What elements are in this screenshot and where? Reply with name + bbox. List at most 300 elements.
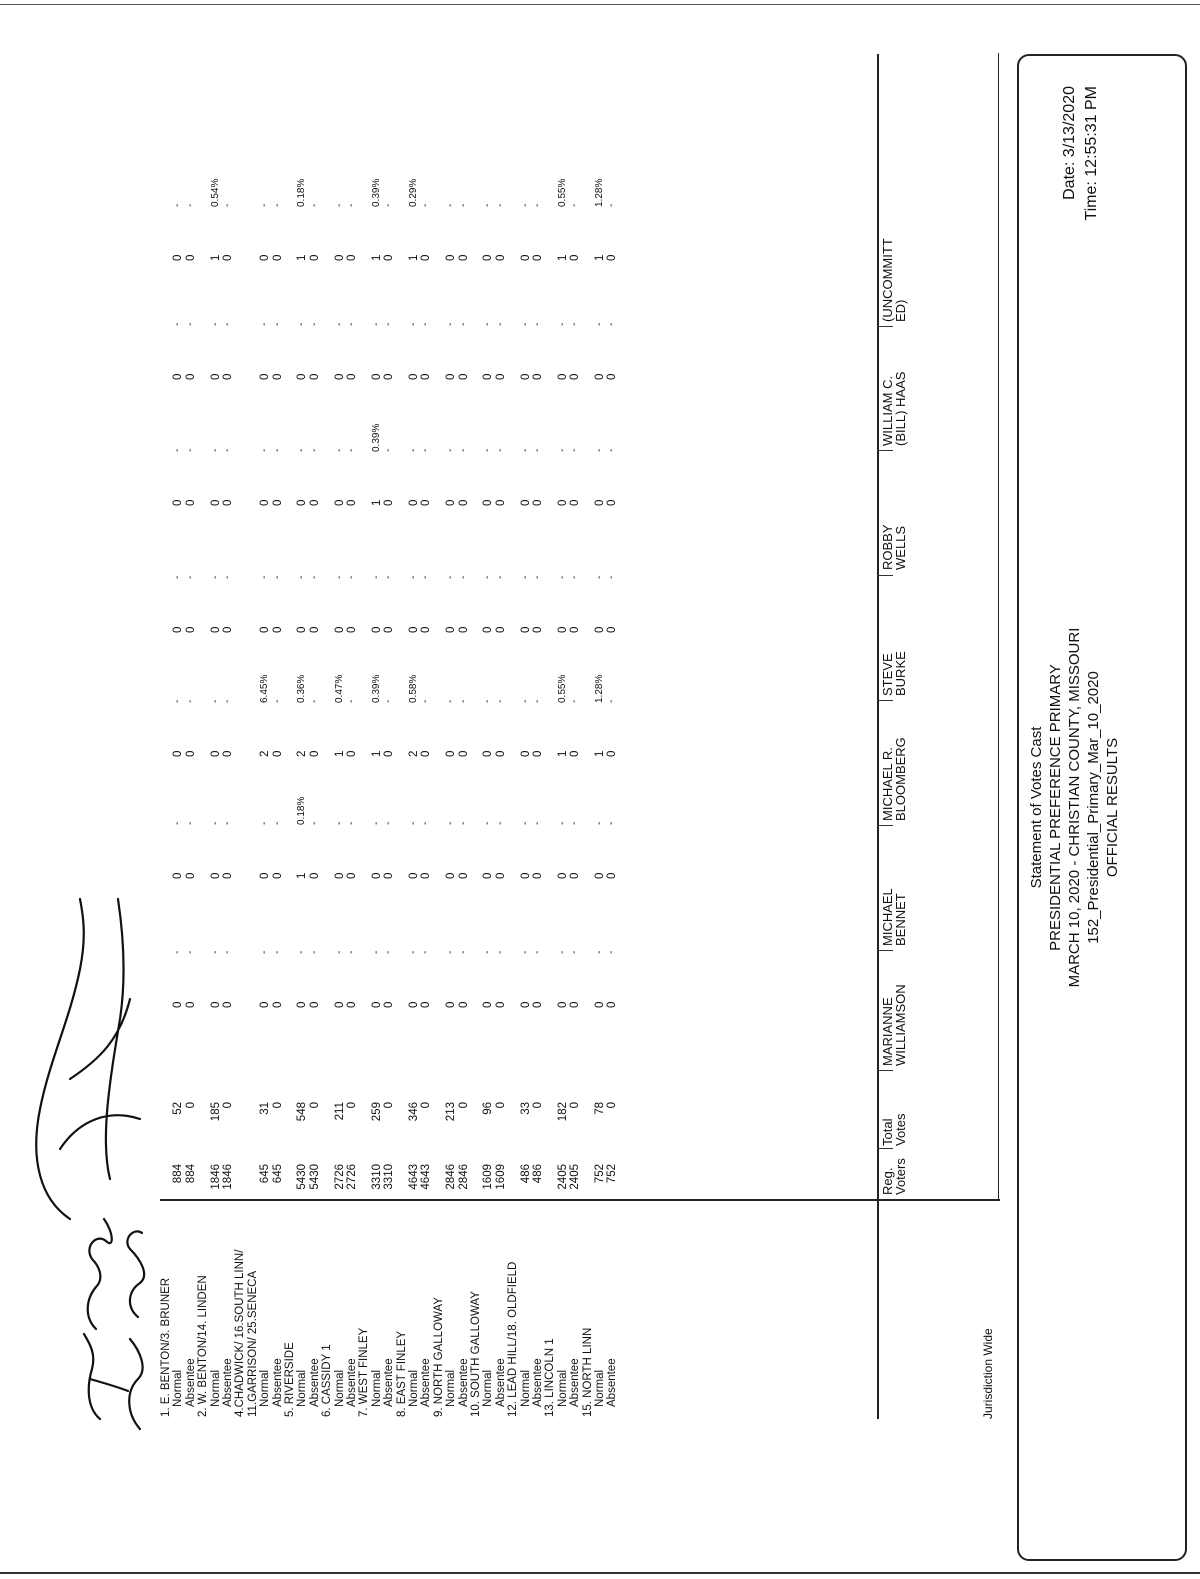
candidate-votes-cell: 0 — [606, 254, 619, 261]
candidate-votes-cell: 0 — [222, 1001, 234, 1008]
candidate-percent-cell: - — [370, 575, 382, 579]
total-votes-cell: 0 — [271, 1102, 284, 1109]
candidate-votes-cell: 0 — [482, 499, 495, 506]
candidate-percent-cell: - — [556, 448, 568, 452]
candidate-percent-cell: - — [606, 575, 618, 579]
col-burke-line1: STEVE — [880, 653, 895, 696]
row-label: 5. RIVERSIDE — [284, 1342, 296, 1417]
candidate-votes-cell: 0 — [383, 626, 396, 633]
candidate-votes-cell: 0 — [569, 872, 582, 879]
total-votes-cell: 185 — [209, 1102, 222, 1122]
candidate-votes-cell: 0 — [606, 499, 619, 506]
candidate-percent-cell: - — [420, 203, 432, 207]
candidate-votes-cell: 0 — [482, 254, 495, 261]
reg-voters-cell: 4643 — [408, 1164, 420, 1190]
candidate-votes-cell: 0 — [271, 750, 284, 757]
candidate-votes-cell: 1 — [370, 254, 383, 261]
candidate-percent-cell: 0.58% — [408, 674, 419, 703]
candidate-percent-cell: - — [308, 821, 320, 825]
candidate-percent-cell: - — [209, 821, 221, 825]
col-wells-line2: WELLS — [893, 525, 908, 570]
candidate-percent-cell: - — [370, 322, 382, 326]
row-label: 7. WEST FINLEY — [358, 1327, 371, 1417]
candidate-percent-cell: - — [333, 575, 345, 579]
candidate-votes-cell: 0 — [594, 872, 606, 879]
candidate-percent-cell: - — [308, 699, 320, 703]
table-row — [247, 179, 260, 1579]
row-label: 9. NORTH GALLOWAY — [432, 1297, 445, 1417]
candidate-votes-cell: 0 — [271, 373, 284, 380]
candidate-votes-cell: 0 — [308, 872, 321, 879]
candidate-percent-cell: - — [408, 950, 419, 954]
candidate-votes-cell: 1 — [370, 499, 383, 506]
candidate-votes-cell: 0 — [308, 499, 321, 506]
candidate-votes-cell: 0 — [606, 626, 619, 633]
candidate-votes-cell: 0 — [222, 626, 234, 633]
row-label: Normal — [594, 1369, 606, 1407]
candidate-votes-cell: 0 — [383, 499, 396, 506]
candidate-votes-cell: 0 — [296, 626, 309, 633]
candidate-votes-cell: 0 — [222, 373, 234, 380]
candidate-percent-cell: - — [569, 950, 581, 954]
candidate-percent-cell: - — [594, 448, 605, 452]
row-label: Absentee — [222, 1358, 234, 1407]
total-votes-cell: 31 — [259, 1102, 272, 1115]
table-row — [520, 179, 533, 1579]
candidate-percent-cell: - — [209, 575, 221, 579]
row-label: Normal — [172, 1369, 185, 1407]
candidate-votes-cell: 0 — [184, 373, 197, 380]
candidate-votes-cell: 0 — [445, 499, 458, 506]
candidate-votes-cell: 0 — [209, 872, 222, 879]
candidate-votes-cell: 0 — [172, 373, 185, 380]
candidate-percent-cell: - — [184, 575, 196, 579]
candidate-votes-cell: 0 — [296, 1001, 309, 1008]
row-label: Absentee — [184, 1358, 197, 1407]
candidate-percent-cell: - — [271, 699, 283, 703]
col-divider — [877, 575, 893, 576]
row-label: Normal — [259, 1369, 272, 1407]
col-bloomberg — [881, 737, 907, 821]
candidate-percent-cell: - — [556, 950, 568, 954]
col-total-line2: Votes — [893, 1113, 908, 1146]
table-row — [396, 179, 409, 1579]
row-label: Absentee — [383, 1358, 396, 1407]
candidate-percent-cell: 0.39% — [370, 423, 382, 452]
candidate-percent-cell: - — [445, 448, 457, 452]
candidate-percent-cell: - — [383, 203, 395, 207]
candidate-votes-cell: 0 — [457, 254, 470, 261]
candidate-percent-cell: - — [457, 699, 469, 703]
table-row — [557, 179, 570, 1579]
candidate-percent-cell: - — [346, 821, 357, 825]
candidate-votes-cell: 0 — [370, 626, 383, 633]
candidate-votes-cell: 0 — [457, 872, 470, 879]
reg-voters-cell: 5430 — [296, 1164, 309, 1190]
candidate-votes-cell: 0 — [445, 1001, 458, 1008]
candidate-percent-cell: - — [333, 821, 345, 825]
total-votes-cell: 0 — [308, 1102, 321, 1109]
table-row — [470, 179, 483, 1579]
total-votes-cell: 259 — [370, 1102, 383, 1122]
candidate-percent-cell: - — [222, 821, 233, 825]
report-header-box — [1017, 54, 1187, 1561]
candidate-percent-cell: - — [308, 950, 320, 954]
row-label: Absentee — [532, 1358, 544, 1407]
candidate-percent-cell: - — [420, 950, 432, 954]
row-label: Absentee — [346, 1358, 358, 1407]
candidate-votes-cell: 0 — [420, 254, 433, 261]
candidate-percent-cell: - — [259, 448, 271, 452]
table-row — [383, 179, 396, 1579]
reg-voters-cell: 4643 — [420, 1164, 433, 1190]
table-row — [222, 179, 235, 1579]
reg-voters-cell: 2405 — [569, 1164, 582, 1190]
candidate-votes-cell: 0 — [408, 1001, 420, 1008]
row-label: 4.CHADWICK/ 16.SOUTH LINN/ — [234, 1249, 247, 1417]
col-bloomberg-line2: BLOOMBERG — [893, 737, 908, 821]
candidate-votes-cell: 0 — [532, 499, 544, 506]
candidate-votes-cell: 0 — [209, 1001, 222, 1008]
candidate-percent-cell: - — [482, 699, 494, 703]
table-row — [594, 179, 607, 1579]
candidate-votes-cell: 0 — [172, 626, 185, 633]
total-votes-cell: 213 — [445, 1102, 458, 1122]
candidate-votes-cell: 0 — [420, 1001, 433, 1008]
col-williamson-line1: MARIANNE — [880, 997, 895, 1066]
candidate-percent-cell: - — [346, 575, 357, 579]
candidate-percent-cell: - — [519, 821, 531, 825]
candidate-percent-cell: - — [532, 821, 543, 825]
table-row — [296, 179, 309, 1579]
candidate-votes-cell: 0 — [308, 1001, 321, 1008]
candidate-percent-cell: - — [494, 322, 506, 326]
candidate-votes-cell: 0 — [333, 254, 346, 261]
reg-voters-cell: 645 — [259, 1164, 272, 1184]
candidate-percent-cell: - — [271, 448, 283, 452]
row-label: Absentee — [271, 1358, 284, 1407]
table-row — [606, 179, 619, 1579]
candidate-percent-cell: - — [606, 448, 618, 452]
candidate-votes-cell: 0 — [184, 499, 197, 506]
row-label: 13. LINCOLN 1 — [544, 1338, 557, 1417]
candidate-percent-cell: - — [346, 322, 357, 326]
candidate-percent-cell: - — [445, 950, 457, 954]
row-label: Absentee — [606, 1358, 619, 1407]
candidate-percent-cell: - — [494, 950, 506, 954]
candidate-percent-cell: 0.55% — [556, 178, 568, 207]
candidate-percent-cell: 0.36% — [296, 674, 308, 703]
candidate-votes-cell: 0 — [519, 373, 532, 380]
table-row — [358, 179, 371, 1579]
candidate-percent-cell: - — [532, 575, 543, 579]
candidate-votes-cell: 0 — [457, 1001, 470, 1008]
candidate-percent-cell: - — [606, 203, 618, 207]
candidate-percent-cell: - — [569, 203, 581, 207]
candidate-percent-cell: 0.54% — [209, 178, 221, 207]
candidate-percent-cell: 0.47% — [333, 674, 345, 703]
candidate-votes-cell: 0 — [172, 872, 185, 879]
candidate-votes-cell: 0 — [556, 499, 569, 506]
candidate-votes-cell: 2 — [259, 750, 272, 757]
candidate-percent-cell: - — [259, 322, 271, 326]
total-votes-cell: 0 — [420, 1102, 433, 1109]
candidate-percent-cell: - — [209, 322, 221, 326]
total-votes-cell: 0 — [457, 1102, 470, 1109]
candidate-percent-cell: - — [172, 950, 184, 954]
candidate-percent-cell: - — [494, 448, 506, 452]
candidate-votes-cell: 1 — [333, 750, 346, 757]
total-votes-cell: 33 — [519, 1102, 532, 1115]
col-burke-line2: BURKE — [893, 651, 908, 696]
candidate-percent-cell: - — [308, 448, 320, 452]
table-row — [569, 179, 582, 1579]
col-divider — [877, 1148, 893, 1149]
candidate-percent-cell: - — [569, 821, 581, 825]
candidate-votes-cell: 0 — [184, 626, 197, 633]
candidate-votes-cell: 1 — [556, 750, 569, 757]
candidate-percent-cell: - — [222, 322, 233, 326]
candidate-percent-cell: - — [457, 575, 469, 579]
candidate-votes-cell: 0 — [259, 254, 272, 261]
col-bennet — [881, 888, 907, 946]
report-election-code: 152_Presidential_Primary_Mar_10_2020 — [1085, 671, 1102, 944]
candidate-votes-cell: 0 — [346, 254, 358, 261]
col-haas — [881, 372, 907, 446]
col-total-line1: Total — [880, 1118, 895, 1146]
candidate-votes-cell: 0 — [259, 1001, 272, 1008]
candidate-votes-cell: 0 — [333, 872, 346, 879]
candidate-votes-cell: 0 — [271, 499, 284, 506]
candidate-percent-cell: - — [259, 575, 271, 579]
candidate-percent-cell: - — [308, 203, 320, 207]
candidate-votes-cell: 0 — [482, 750, 495, 757]
candidate-votes-cell: 1 — [594, 254, 606, 261]
candidate-percent-cell: - — [457, 448, 469, 452]
candidate-votes-cell: 0 — [172, 254, 185, 261]
candidate-percent-cell: - — [383, 448, 395, 452]
candidate-percent-cell: - — [333, 203, 345, 207]
reg-voters-cell: 884 — [172, 1164, 185, 1184]
candidate-votes-cell: 0 — [494, 1001, 507, 1008]
candidate-votes-cell: 0 — [383, 872, 396, 879]
candidate-votes-cell: 0 — [482, 1001, 495, 1008]
candidate-votes-cell: 0 — [594, 1001, 606, 1008]
candidate-percent-cell: 0.18% — [296, 796, 308, 825]
candidate-percent-cell: - — [482, 575, 494, 579]
candidate-votes-cell: 0 — [519, 254, 532, 261]
candidate-percent-cell: - — [556, 575, 568, 579]
candidate-votes-cell: 0 — [482, 373, 495, 380]
candidate-percent-cell: 0.18% — [296, 178, 308, 207]
candidate-votes-cell: 0 — [259, 626, 272, 633]
total-votes-cell: 211 — [333, 1102, 346, 1121]
col-divider — [877, 326, 893, 327]
row-label: Normal — [209, 1369, 222, 1407]
candidate-percent-cell: - — [172, 448, 184, 452]
candidate-votes-cell: 0 — [445, 254, 458, 261]
candidate-votes-cell: 0 — [308, 626, 321, 633]
table-row — [420, 179, 433, 1579]
candidate-votes-cell: 0 — [296, 499, 309, 506]
candidate-percent-cell: 0.39% — [370, 178, 382, 207]
row-label: Normal — [519, 1369, 532, 1407]
row-label: 15. NORTH LINN — [581, 1327, 594, 1417]
reg-voters-cell: 486 — [532, 1164, 544, 1184]
candidate-percent-cell: - — [308, 575, 320, 579]
row-label: Normal — [445, 1369, 458, 1407]
candidate-votes-cell: 0 — [346, 626, 358, 633]
candidate-votes-cell: 0 — [519, 750, 532, 757]
candidate-votes-cell: 0 — [519, 499, 532, 506]
reg-voters-cell: 752 — [606, 1164, 619, 1184]
candidate-percent-cell: - — [222, 950, 233, 954]
candidate-percent-cell: - — [556, 322, 568, 326]
candidate-votes-cell: 0 — [259, 872, 272, 879]
candidate-votes-cell: 0 — [594, 499, 606, 506]
candidate-votes-cell: 0 — [519, 1001, 532, 1008]
candidate-percent-cell: - — [532, 950, 543, 954]
candidate-percent-cell: - — [408, 575, 419, 579]
candidate-percent-cell: - — [482, 950, 494, 954]
candidate-percent-cell: - — [556, 821, 568, 825]
reg-voters-cell: 2846 — [457, 1164, 470, 1190]
candidate-percent-cell: - — [172, 699, 184, 703]
candidate-percent-cell: - — [346, 950, 357, 954]
candidate-percent-cell: 0.29% — [408, 178, 419, 207]
candidate-percent-cell: - — [172, 322, 184, 326]
candidate-percent-cell: - — [569, 575, 581, 579]
reg-voters-cell: 645 — [271, 1164, 284, 1184]
candidate-percent-cell: - — [482, 821, 494, 825]
candidate-percent-cell: - — [259, 203, 271, 207]
candidate-percent-cell: - — [296, 322, 308, 326]
candidate-votes-cell: 0 — [532, 254, 544, 261]
table-row — [495, 179, 508, 1579]
table-row — [445, 179, 458, 1579]
candidate-percent-cell: - — [383, 699, 395, 703]
col-wells-line1: ROBBY — [880, 524, 895, 570]
candidate-votes-cell: 0 — [346, 750, 358, 757]
candidate-percent-cell: - — [222, 699, 233, 703]
col-divider — [877, 825, 893, 826]
candidate-percent-cell: - — [346, 448, 357, 452]
col-divider — [877, 700, 893, 701]
candidate-votes-cell: 0 — [408, 626, 420, 633]
candidate-votes-cell: 0 — [457, 373, 470, 380]
row-label: Normal — [296, 1369, 309, 1407]
candidate-votes-cell: 0 — [222, 499, 234, 506]
candidate-percent-cell: - — [333, 950, 345, 954]
reg-voters-cell: 1609 — [482, 1164, 495, 1190]
reg-voters-cell: 5430 — [308, 1164, 321, 1190]
candidate-percent-cell: - — [408, 448, 419, 452]
table-row — [321, 179, 334, 1579]
total-votes-cell: 0 — [532, 1102, 544, 1109]
col-uncommitted — [881, 238, 907, 322]
candidate-votes-cell: 0 — [594, 626, 606, 633]
candidate-percent-cell: - — [259, 821, 271, 825]
candidate-votes-cell: 0 — [445, 373, 458, 380]
table-row — [259, 179, 272, 1579]
candidate-percent-cell: - — [445, 575, 457, 579]
candidate-percent-cell: - — [494, 699, 506, 703]
candidate-votes-cell: 0 — [606, 373, 619, 380]
candidate-votes-cell: 0 — [346, 872, 358, 879]
candidate-percent-cell: - — [445, 699, 457, 703]
col-bloomberg-line1: MICHAEL R. — [880, 747, 895, 821]
candidate-votes-cell: 0 — [494, 499, 507, 506]
total-votes-cell: 0 — [346, 1102, 358, 1109]
col-reg-voters — [881, 1158, 907, 1195]
candidate-percent-cell: - — [519, 699, 531, 703]
row-label: Absentee — [420, 1358, 433, 1407]
reg-voters-cell: 884 — [184, 1164, 197, 1184]
candidate-percent-cell: - — [445, 322, 457, 326]
col-burke — [881, 651, 907, 696]
candidate-votes-cell: 0 — [445, 750, 458, 757]
total-votes-cell: 0 — [494, 1102, 507, 1109]
candidate-votes-cell: 0 — [457, 499, 470, 506]
candidate-percent-cell: - — [383, 322, 395, 326]
total-votes-cell: 96 — [482, 1102, 495, 1115]
candidate-percent-cell: - — [420, 821, 432, 825]
report-election: PRESIDENTIAL PREFERENCE PRIMARY — [1047, 664, 1064, 951]
candidate-votes-cell: 0 — [556, 872, 569, 879]
col-haas-line1: WILLIAM C. — [880, 375, 895, 446]
candidate-votes-cell: 0 — [184, 750, 197, 757]
table-row — [346, 179, 359, 1579]
report-date: Date: 3/13/2020 — [1061, 86, 1078, 200]
candidate-votes-cell: 0 — [370, 373, 383, 380]
row-label: Normal — [333, 1369, 346, 1407]
report-status: OFFICIAL RESULTS — [1104, 737, 1121, 878]
candidate-votes-cell: 0 — [569, 626, 582, 633]
reg-voters-cell: 1609 — [494, 1164, 507, 1190]
candidate-percent-cell: - — [172, 575, 184, 579]
candidate-votes-cell: 1 — [370, 750, 383, 757]
candidate-votes-cell: 0 — [569, 499, 582, 506]
candidate-votes-cell: 0 — [532, 373, 544, 380]
candidate-votes-cell: 0 — [532, 872, 544, 879]
candidate-votes-cell: 0 — [420, 872, 433, 879]
candidate-percent-cell: - — [408, 821, 419, 825]
row-label: Absentee — [569, 1358, 582, 1407]
candidate-percent-cell: - — [271, 203, 283, 207]
candidate-percent-cell: - — [457, 950, 469, 954]
candidate-votes-cell: 0 — [445, 872, 458, 879]
candidate-votes-cell: 0 — [333, 373, 346, 380]
candidate-votes-cell: 0 — [209, 499, 222, 506]
candidate-percent-cell: - — [519, 448, 531, 452]
candidate-percent-cell: - — [222, 575, 233, 579]
candidate-percent-cell: - — [209, 699, 221, 703]
table-row — [482, 179, 495, 1579]
candidate-percent-cell: - — [420, 575, 432, 579]
total-votes-cell: 52 — [172, 1102, 185, 1115]
candidate-votes-cell: 0 — [209, 750, 222, 757]
candidate-votes-cell: 0 — [519, 872, 532, 879]
candidate-percent-cell: - — [271, 950, 283, 954]
candidate-votes-cell: 0 — [222, 254, 234, 261]
candidate-votes-cell: 0 — [606, 750, 619, 757]
report-time: Time: 12:55:31 PM — [1083, 86, 1100, 221]
candidate-votes-cell: 0 — [184, 872, 197, 879]
candidate-percent-cell: - — [172, 821, 184, 825]
candidate-votes-cell: 0 — [308, 254, 321, 261]
candidate-votes-cell: 0 — [259, 373, 272, 380]
candidate-votes-cell: 0 — [222, 872, 234, 879]
